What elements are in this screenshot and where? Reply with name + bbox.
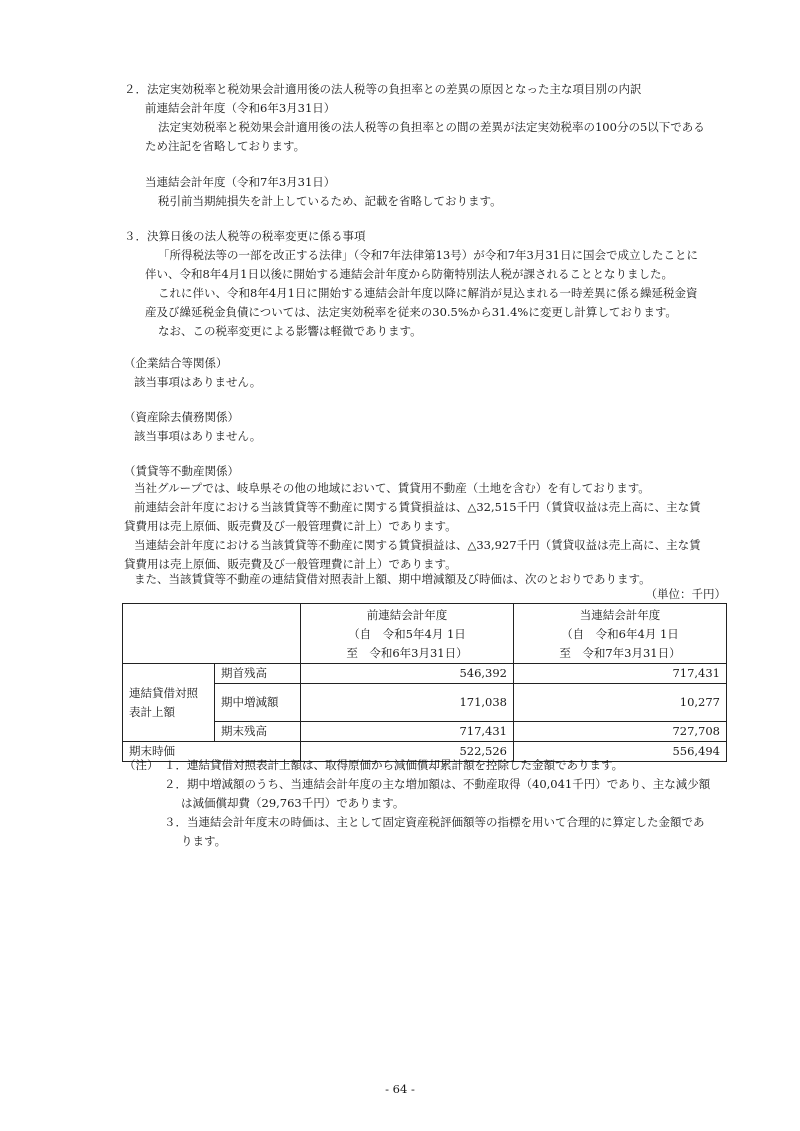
current-year-text: 税引前当期純損失を計上しているため、記載を省略しております。: [158, 194, 502, 208]
prior-year-text-line-1: 法定実効税率と税効果会計適用後の法人税等の負担率との間の差異が法定実効税率の100分の5以下である: [158, 120, 705, 134]
row-label-closing: 期末残高: [215, 722, 301, 742]
current-year-label: 当連結会計年度（令和7年3月31日）: [145, 175, 336, 189]
prior-year-from: （自 令和5年4月 1日: [348, 627, 466, 641]
current-year-title: 当連結会計年度: [579, 608, 661, 622]
table-row: [123, 664, 727, 684]
carrying-amount-group-label: [123, 664, 215, 742]
rental-property-heading: （賃貸等不動産関係）: [124, 464, 239, 478]
header-current-year: [514, 604, 727, 664]
rental-text-line-6: また、当該賃貸等不動産の連結貸借対照表計上額、期中増減額及び時価は、次のとおりであります。: [134, 572, 651, 586]
rental-text-line-5: 貸費用は売上原価、販売費及び一般管理費に計上）であります。: [124, 557, 457, 571]
tax-change-para-1-line-2: 伴い、令和8年4月1日以後に開始する連結会計年度から防衛特別法人税が課されることとなりました。: [145, 267, 673, 281]
rental-text-line-2: 前連結会計年度における当該賃貸等不動産に関する賃貸損益は、△32,515千円（賃貸収益は売上高に、主な賃: [134, 500, 701, 514]
section-3-heading: ３．決算日後の法人税等の税率変更に係る事項: [124, 229, 366, 243]
business-combination-heading: （企業結合等関係）: [124, 356, 228, 370]
tax-change-para-1-line-1: 「所得税法等の一部を改正する法律」（令和7年法律第13号）が令和7年3月31日に国会で成立したことに: [158, 248, 698, 262]
opening-current-value: 717,431: [514, 664, 727, 684]
header-prior-year: [301, 604, 514, 664]
change-current-value: 10,277: [514, 684, 727, 722]
note-2-line-1: ２．期中増減額のうち、当連結会計年度の主な増加額は、不動産取得（40,041千円）であり、主な減少額: [164, 777, 711, 791]
fair-value-current: 556,494: [514, 742, 727, 762]
asset-retirement-heading: （資産除去債務関係）: [124, 410, 239, 424]
row-label-fair-value: 期末時価: [123, 742, 301, 762]
prior-year-to: 至 令和6年3月31日）: [346, 646, 468, 660]
group-label-line-1: 連結貸借対照: [129, 685, 198, 700]
group-label-line-2: 表計上額: [129, 704, 175, 719]
business-combination-text: 該当事項はありません。: [134, 375, 262, 389]
rental-text-line-1: 当社グループでは、岐阜県その他の地域において、賃貸用不動産（土地を含む）を有しております。: [134, 481, 650, 495]
prior-year-text-line-2: ため注記を省略しております。: [145, 139, 306, 153]
rental-text-line-3: 貸費用は売上原価、販売費及び一般管理費に計上）であります。: [124, 519, 457, 533]
current-year-from: （自 令和6年4月 1日: [561, 627, 679, 641]
unit-label: （単位：千円）: [645, 587, 726, 601]
row-label-change: 期中増減額: [215, 684, 301, 722]
note-1: １．連結貸借対照表計上額は、取得原価から減価償却累計額を控除した金額であります。: [164, 758, 624, 772]
header-blank-cell: [123, 604, 301, 664]
rental-text-line-4: 当連結会計年度における当該賃貸等不動産に関する賃貸損益は、△33,927千円（賃貸収益は売上高に、主な賃: [134, 538, 701, 552]
tax-change-para-2-line-1: これに伴い、令和8年4月1日に開始する連結会計年度以降に解消が見込まれる一時差異に係る繰延税金資: [158, 286, 698, 300]
note-3-line-2: ります。: [181, 834, 227, 848]
prior-year-label: 前連結会計年度（令和6年3月31日）: [145, 101, 336, 115]
tax-change-para-3: なお、この税率変更による影響は軽微であります。: [158, 324, 422, 338]
table-header-row: [123, 604, 727, 664]
asset-retirement-text: 該当事項はありません。: [134, 429, 262, 443]
closing-current-value: 727,708: [514, 722, 727, 742]
rental-property-table: [122, 603, 727, 762]
note-2-line-2: は減価償却費（29,763千円）であります。: [181, 796, 405, 810]
fair-value-prior: 522,526: [301, 742, 514, 762]
page-number: - 64 -: [385, 1082, 415, 1096]
closing-prior-value: 717,431: [301, 722, 514, 742]
notes-prefix: （注）: [124, 758, 159, 772]
current-year-to: 至 令和7年3月31日）: [559, 646, 681, 660]
change-prior-value: 171,038: [301, 684, 514, 722]
note-3-line-1: ３．当連結会計年度末の時価は、主として固定資産税評価額等の指標を用いて合理的に算定した金額であ: [164, 815, 705, 829]
opening-prior-value: 546,392: [301, 664, 514, 684]
tax-change-para-2-line-2: 産及び繰延税金負債については、法定実効税率を従来の30.5%から31.4%に変更し計算しております。: [145, 305, 677, 319]
section-2-heading: ２．法定実効税率と税効果会計適用後の法人税等の負担率との差異の原因となった主な項目別の内訳: [124, 82, 642, 96]
row-label-opening: 期首残高: [215, 664, 301, 684]
prior-year-title: 前連結会計年度: [366, 608, 448, 622]
